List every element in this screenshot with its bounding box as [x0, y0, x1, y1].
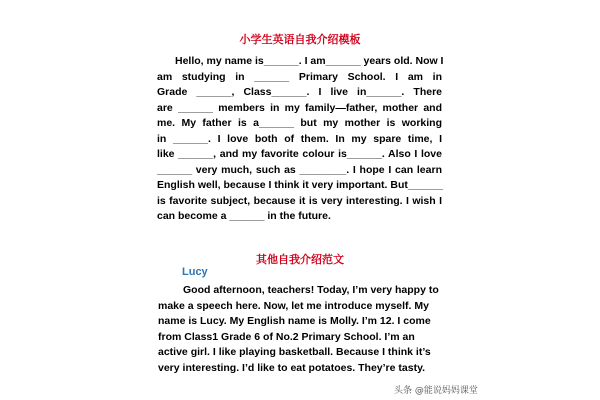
template-line: ______ very much, such as ________. I hope I can learn — [157, 163, 442, 176]
template-line: is favorite subject, because it is very interesting. I wish I — [157, 194, 442, 207]
template-line: me. My father is a______ but my mother is working — [157, 117, 442, 129]
sample-author-name: Lucy — [182, 266, 208, 278]
sample-line: name is Lucy. My English name is Molly. I’m 12. I come — [158, 315, 431, 327]
template-paragraph — [157, 54, 442, 225]
sample-line: from Class1 Grade 6 of No.2 Primary School. I’m an — [158, 330, 415, 343]
watermark-text: 头条 @能说妈妈课堂 — [394, 386, 478, 396]
template-line: Hello, my name is______. I am______ years old. Now I — [175, 55, 444, 67]
sample-paragraph — [158, 283, 446, 376]
template-line: like ______, and my favorite colour is______. Also I love — [157, 148, 442, 160]
template-line: are ______ members in my family—father, mother and — [157, 101, 442, 114]
template-line: am studying in ______ Primary School. I am in — [157, 70, 442, 83]
template-line: English well, because I think it very important. But______ — [157, 179, 443, 191]
sample-title: 其他自我介绍范文 — [256, 253, 344, 266]
sample-line: very interesting. I’d like to eat potatoes. They’re tasty. — [158, 361, 426, 374]
sample-line: active girl. I like playing basketball. Because I think it’s — [158, 346, 431, 358]
sample-line: make a speech here. Now, let me introduce myself. My — [158, 299, 429, 312]
template-line: Grade ______, Class______. I live in______. There — [157, 86, 442, 98]
sample-line: Good afternoon, teachers! Today, I’m very happy to — [183, 284, 439, 296]
template-line: in ______. I love both of them. In my spare time, I — [157, 132, 442, 145]
template-title: 小学生英语自我介绍模板 — [239, 33, 361, 46]
template-line: can become a ______ in the future. — [157, 210, 331, 222]
